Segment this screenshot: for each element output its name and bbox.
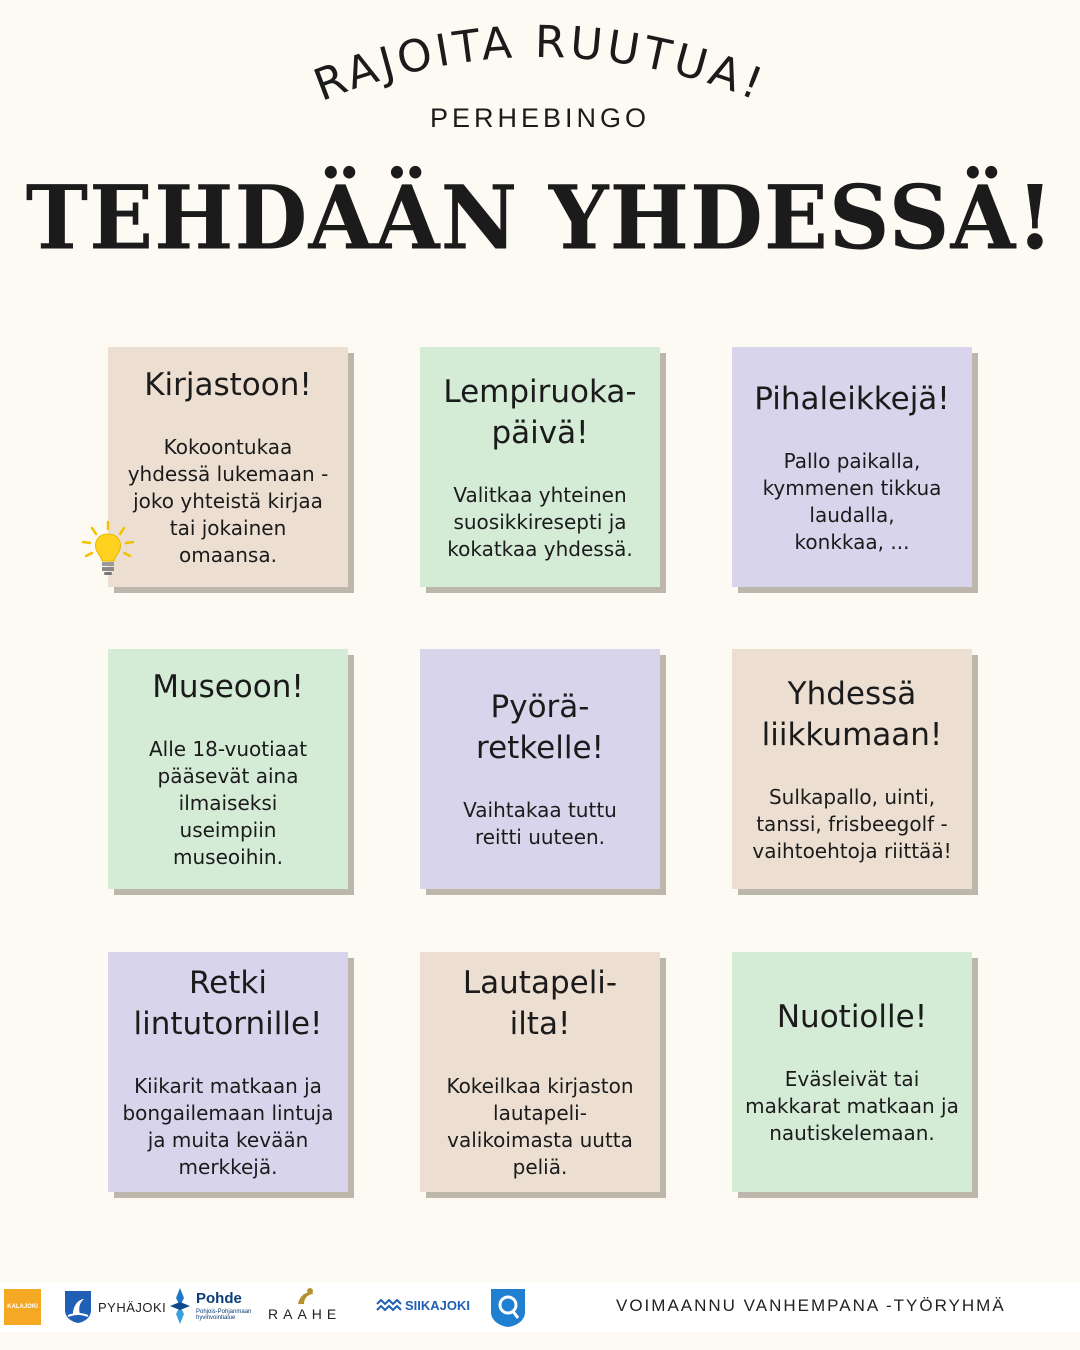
card-text: Vaihtakaa tuttu reitti uuteen. <box>463 798 617 849</box>
header <box>0 0 1080 300</box>
card-text: Sulkapallo, uinti, tanssi, frisbeegolf - vaihtoehtoja riittää! <box>752 784 952 863</box>
bingo-card-pihaleikkeja <box>732 347 972 587</box>
footer <box>0 1282 1080 1332</box>
card-text: Kokeilkaa kirjaston lautapeli- valikoimasta uutta peliä. <box>446 1074 634 1179</box>
bingo-card-lautapeli-ilta <box>420 952 660 1192</box>
bingo-card-kirjastoon <box>108 347 348 587</box>
pohde-logo-sub1: Pohjois-Pohjanmaan <box>196 1309 252 1315</box>
card-title: Yhdessä liikkumaan! <box>761 675 943 753</box>
card-title: Kirjastoon! <box>144 367 312 403</box>
municipality-crest-icon <box>490 1288 526 1328</box>
bingo-card-lempiruokapaiva <box>420 347 660 587</box>
bingo-card-pyoraretkelle <box>420 649 660 889</box>
pohde-logo-sub2: hyvinvointialue <box>196 1315 236 1321</box>
raahe-swirl-icon <box>292 1286 318 1308</box>
pohde-logo <box>168 1286 251 1326</box>
siikajoki-waves-icon <box>376 1299 402 1313</box>
card-title: Lempiruoka- päivä! <box>443 373 637 451</box>
siikajoki-logo-text: SIIKAJOKI <box>405 1298 471 1313</box>
bingo-card-museoon <box>108 649 348 889</box>
footer-group-name: VOIMAANNU VANHEMPANA -TYÖRYHMÄ <box>616 1296 1006 1315</box>
card-title: Nuotiolle! <box>776 999 928 1035</box>
kalajoki-logo-text: KALAJOKI <box>7 1304 38 1310</box>
siikajoki-logo <box>376 1298 470 1313</box>
kalajoki-logo <box>4 1289 41 1325</box>
card-text: Kokoontukaa yhdessä lukemaan - joko yhteistä kirjaa tai jokainen omaansa. <box>127 435 329 567</box>
raahe-logo-text: RAAHE <box>268 1306 342 1322</box>
main-title: TEHDÄÄN YHDESSÄ! <box>25 165 1055 270</box>
card-text: Valitkaa yhteinen suosikkiresepti ja kokatkaa yhdessä. <box>447 482 633 561</box>
pohde-logo-name: Pohde <box>196 1290 242 1307</box>
subtitle: PERHEBINGO <box>429 103 651 133</box>
light-bulb-icon <box>80 520 136 580</box>
pyhajoki-logo <box>64 1290 166 1324</box>
card-title: Retki lintutornille! <box>133 965 323 1042</box>
bingo-card-nuotiolle <box>732 952 972 1192</box>
card-title: Pyörä- retkelle! <box>476 689 604 766</box>
card-title: Museoon! <box>152 669 304 705</box>
card-text: Kiikarit matkaan ja bongailemaan lintuja ja muita kevään merkkejä. <box>122 1074 334 1179</box>
bingo-card-yhdessa-liikkumaan <box>732 649 972 889</box>
bingo-card-retki-lintutornille <box>108 952 348 1192</box>
card-text: Pallo paikalla, kymmenen tikkua laudalla, konkkaa, ... <box>762 448 942 554</box>
card-title: Lautapeli- ilta! <box>462 965 618 1042</box>
pohde-cross-icon <box>168 1286 192 1326</box>
card-text: Eväsleivät tai makkarat matkaan ja nautiskelemaan. <box>745 1067 959 1145</box>
raahe-logo <box>268 1286 341 1322</box>
card-title: Pihaleikkejä! <box>754 380 950 417</box>
pyhajoki-crest-icon <box>64 1290 92 1324</box>
arc-title-text: RAJOITA RUUTUA! <box>307 16 774 112</box>
card-text: Alle 18-vuotiaat pääsevät aina ilmaiseksi useimpiin museoihin. <box>148 737 308 869</box>
pyhajoki-logo-text: PYHÄJOKI <box>98 1299 167 1315</box>
